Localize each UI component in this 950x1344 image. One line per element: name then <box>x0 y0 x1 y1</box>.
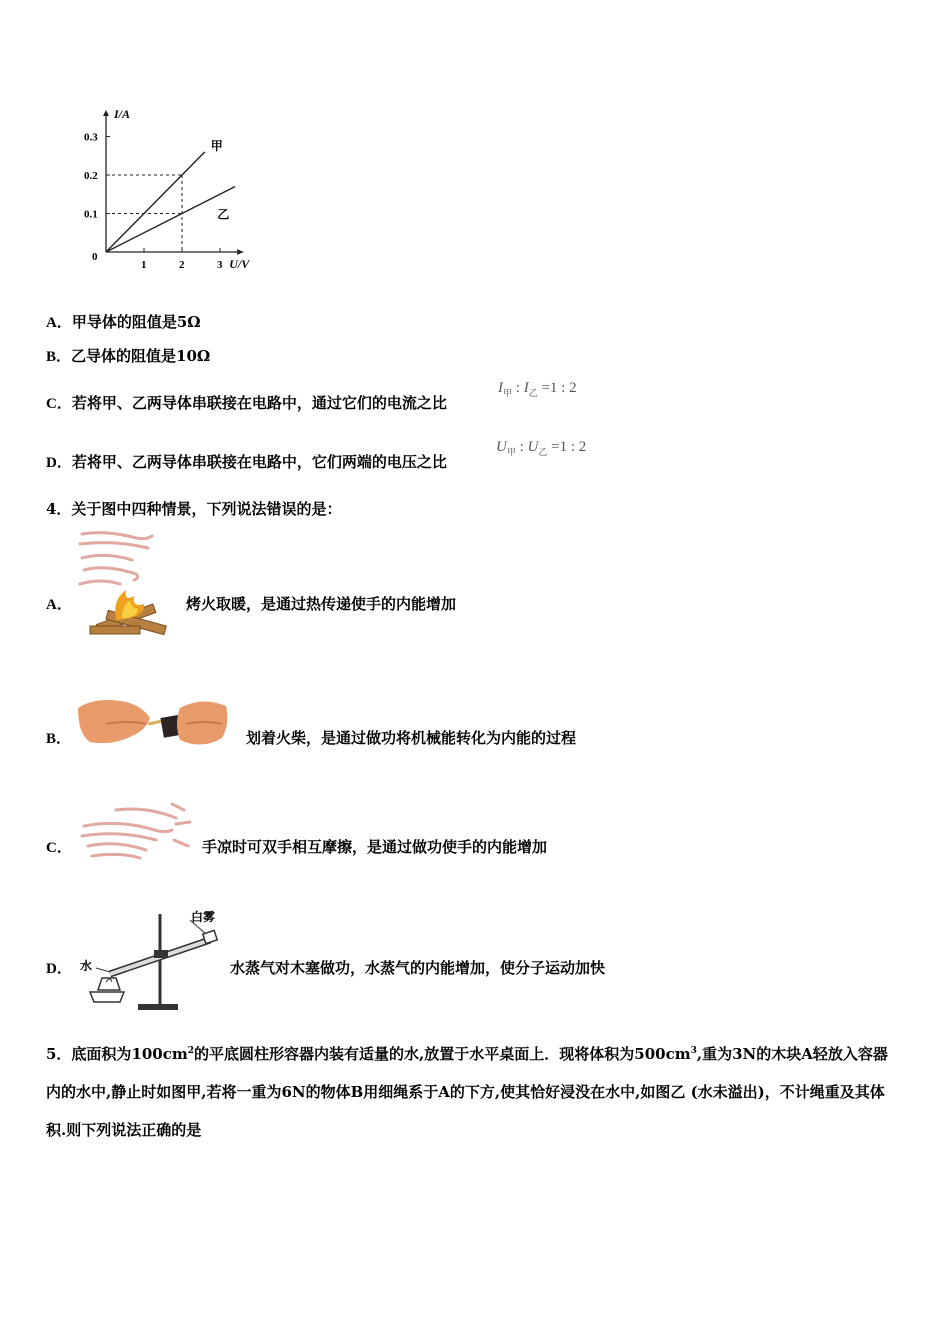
y-axis-arrow <box>103 110 109 116</box>
question-5-text: 5．底面积为$100cm^2$的平底圆柱形容器内装有适量的水,放置于水平桌面上．现将体积为$500cm^3$,重为3N的木块A轻放入容器内的水中,静止时如图甲,若将一重为6N的物体B用细绳系于A的下方,使其恰好浸没在水中,如图乙 (水未溢出)，不计绳重及其体积.则下列说法正确的是 <box>46 1045 888 1139</box>
q4-option-c-text: 手凉时可双手相互摩擦，是通过做功使手的内能增加 <box>202 838 548 856</box>
q4-option-b-text: 划着火柴，是通过做功将机械能转化为内能的过程 <box>246 729 577 747</box>
q3-option-b <box>46 345 210 366</box>
x-tick-label: 3 <box>217 259 223 271</box>
x-tick-label: 2 <box>179 259 185 271</box>
q3-option-a <box>46 311 201 332</box>
q3-option-c <box>46 392 447 413</box>
option-letter: D． <box>46 961 72 977</box>
option-letter: D． <box>46 455 72 471</box>
steam-mist-label: 白雾 <box>191 910 216 924</box>
option-text: 乙导体的阻值是10Ω <box>71 347 211 365</box>
option-text: 若将甲、乙两导体串联接在电路中，它们两端的电压之比 <box>71 453 447 471</box>
rubbing-hands-image <box>76 800 196 870</box>
series-label: 甲 <box>210 138 223 153</box>
x-axis-arrow <box>237 249 243 255</box>
iu-chart <box>70 100 280 280</box>
series-line-jia <box>106 152 205 252</box>
striking-match-image <box>76 694 231 756</box>
option-letter: B． <box>46 731 72 747</box>
water-label: 水 <box>80 959 93 973</box>
option-letter: C． <box>46 396 72 412</box>
option-letter: C． <box>46 840 72 856</box>
q3-option-d <box>46 451 447 472</box>
option-text: 若将甲、乙两导体串联接在电路中，通过它们的电流之比 <box>71 394 447 412</box>
option-letter: B． <box>46 349 72 365</box>
y-tick-label: 0.1 <box>84 208 98 221</box>
q4-option-d-text: 水蒸气对木塞做功，水蒸气的内能增加，使分子运动加快 <box>230 959 606 977</box>
y-axis-label: I/A <box>114 107 131 121</box>
x-axis-label: U/V <box>229 257 250 271</box>
q4-option-a-text: 烤火取暖，是通过热传递使手的内能增加 <box>186 595 457 613</box>
x-tick-label: 1 <box>141 259 147 271</box>
option-letter: A． <box>46 315 72 331</box>
y-tick-label: 0.2 <box>84 170 98 182</box>
q4-option-a <box>46 593 72 614</box>
option-text: 甲导体的阻值是5Ω <box>71 313 201 331</box>
series-line-yi <box>106 187 235 252</box>
campfire-hands-image <box>76 528 186 646</box>
current-ratio-formula: $I_甲$ : $I_乙 =1$ : 2 <box>498 380 577 398</box>
option-letter: A． <box>46 597 72 613</box>
series-label: 乙 <box>217 207 230 222</box>
q4-option-d <box>46 957 72 978</box>
question-4-stem: 4．关于图中四种情景，下列说法错误的是： <box>46 500 342 518</box>
origin-label: 0 <box>92 251 98 263</box>
voltage-ratio-formula: $U_甲$ : $U_乙 =1$ : 2 <box>496 439 587 457</box>
q4-option-c <box>46 836 72 857</box>
y-tick-label: 0.3 <box>84 131 98 144</box>
q4-option-b <box>46 727 71 748</box>
